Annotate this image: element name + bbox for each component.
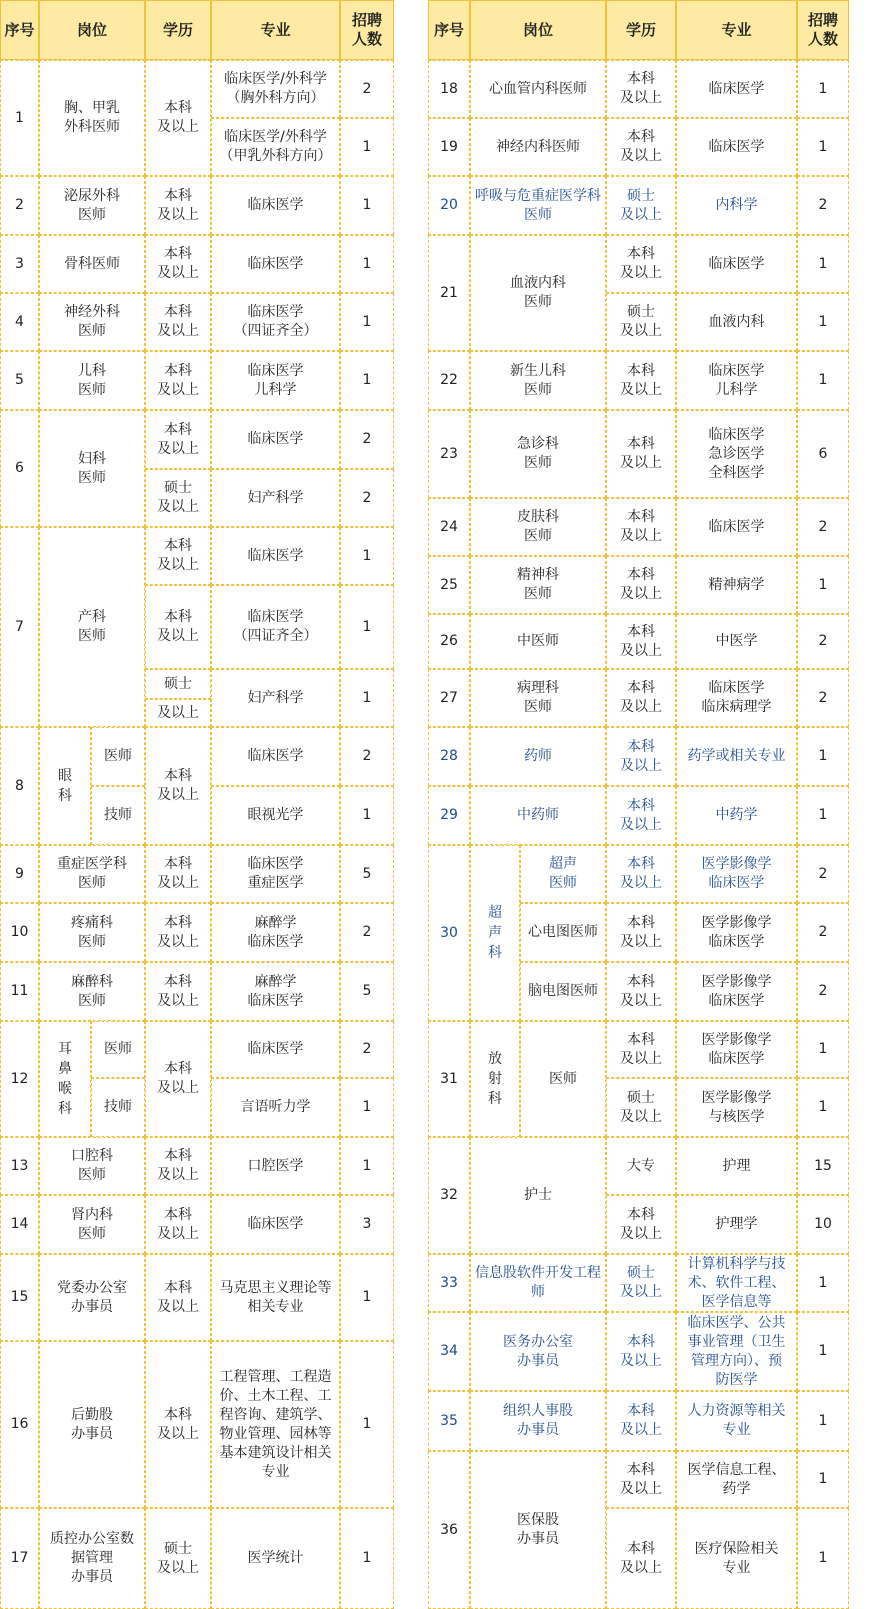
major: 马克思主义理论等 相关专业 <box>211 1254 340 1341</box>
education: 本科 及以上 <box>145 585 211 669</box>
header-count: 招聘 人数 <box>340 0 394 60</box>
education: 本科 及以上 <box>606 786 676 845</box>
major: 临床医学 <box>211 1195 340 1254</box>
headcount: 2 <box>340 727 394 786</box>
headcount: 1 <box>340 176 394 235</box>
education: 硕士 及以上 <box>145 469 211 527</box>
post-name: 妇科 医师 <box>39 410 145 527</box>
row-number: 7 <box>0 527 39 727</box>
row-number: 17 <box>0 1508 39 1609</box>
headcount: 1 <box>340 786 394 845</box>
headcount: 1 <box>340 118 394 176</box>
major: 临床医学 <box>211 410 340 469</box>
major: 临床医学 重症医学 <box>211 845 340 903</box>
post-sub: 医师 <box>91 1021 145 1078</box>
headcount: 1 <box>797 786 849 845</box>
major: 妇产科学 <box>211 469 340 527</box>
major: 护理 <box>676 1137 797 1195</box>
post-dept: 耳 鼻 喉 科 <box>39 1021 91 1137</box>
post-sub: 医师 <box>91 727 145 786</box>
education: 本科 及以上 <box>606 962 676 1021</box>
headcount: 2 <box>340 469 394 527</box>
education: 本科 及以上 <box>145 727 211 845</box>
row-number: 26 <box>428 614 470 669</box>
headcount: 2 <box>340 410 394 469</box>
education: 硕士 及以上 <box>145 1508 211 1609</box>
row-number: 3 <box>0 235 39 293</box>
major: 临床医学 <box>676 60 797 118</box>
major: 临床医学 儿科学 <box>211 351 340 410</box>
education: 硕士 及以上 <box>606 176 676 235</box>
education: 本科 及以上 <box>145 1021 211 1137</box>
post-name: 重症医学科 医师 <box>39 845 145 903</box>
headcount: 2 <box>340 903 394 962</box>
major: 麻醉学 临床医学 <box>211 962 340 1021</box>
row-number: 4 <box>0 293 39 351</box>
post-name: 神经内科医师 <box>470 118 606 176</box>
post-name: 急诊科 医师 <box>470 410 606 498</box>
major: 内科学 <box>676 176 797 235</box>
major: 医学影像学 临床医学 <box>676 845 797 903</box>
headcount: 1 <box>340 293 394 351</box>
major: 医学影像学 临床医学 <box>676 962 797 1021</box>
major: 中药学 <box>676 786 797 845</box>
major: 工程管理、工程造 价、土木工程、工 程咨询、建筑学、 物业管理、园林等 基本建筑设计相关 专业 <box>211 1341 340 1508</box>
education: 本科 及以上 <box>145 410 211 469</box>
headcount: 2 <box>797 614 849 669</box>
major: 临床医学 临床病理学 <box>676 669 797 727</box>
major: 妇产科学 <box>211 669 340 727</box>
education: 本科 及以上 <box>606 1451 676 1508</box>
major: 医学影像学 与核医学 <box>676 1078 797 1137</box>
headcount: 1 <box>797 235 849 293</box>
headcount: 2 <box>797 498 849 556</box>
headcount: 1 <box>797 727 849 786</box>
major: 中医学 <box>676 614 797 669</box>
education: 硕士 及以上 <box>606 1078 676 1137</box>
headcount: 1 <box>797 556 849 614</box>
education: 本科 及以上 <box>145 293 211 351</box>
post-dept: 放 射 科 <box>470 1021 520 1137</box>
headcount: 2 <box>797 845 849 903</box>
education: 本科 及以上 <box>606 118 676 176</box>
post-name: 医务办公室 办事员 <box>470 1312 606 1391</box>
education: 本科 及以上 <box>606 351 676 410</box>
header-no: 序号 <box>0 0 39 60</box>
major: 精神病学 <box>676 556 797 614</box>
education: 本科 及以上 <box>606 235 676 293</box>
post-sub: 心电图医师 <box>520 903 606 962</box>
major: 临床医学 <box>211 235 340 293</box>
major: 临床医学 （四证齐全） <box>211 293 340 351</box>
education: 大专 <box>606 1137 676 1195</box>
education: 本科 及以上 <box>606 903 676 962</box>
education: 本科 及以上 <box>145 351 211 410</box>
education: 本科 及以上 <box>606 410 676 498</box>
headcount: 15 <box>797 1137 849 1195</box>
row-number: 27 <box>428 669 470 727</box>
headcount: 1 <box>797 1508 849 1609</box>
post-name: 呼吸与危重症医学科 医师 <box>470 176 606 235</box>
post-name: 后勤股 办事员 <box>39 1341 145 1508</box>
education: 本科 及以上 <box>606 60 676 118</box>
education: 本科 及以上 <box>606 556 676 614</box>
headcount: 1 <box>340 1137 394 1195</box>
headcount: 5 <box>340 845 394 903</box>
education: 本科 及以上 <box>606 1508 676 1609</box>
headcount: 6 <box>797 410 849 498</box>
major: 临床医学 <box>676 235 797 293</box>
row-number: 13 <box>0 1137 39 1195</box>
post-name: 产科 医师 <box>39 527 145 727</box>
row-number: 30 <box>428 845 470 1021</box>
education: 及以上 <box>145 699 211 727</box>
headcount: 1 <box>340 1508 394 1609</box>
major: 护理学 <box>676 1195 797 1254</box>
row-number: 16 <box>0 1341 39 1508</box>
major: 医疗保险相关 专业 <box>676 1508 797 1609</box>
post-name: 病理科 医师 <box>470 669 606 727</box>
row-number: 6 <box>0 410 39 527</box>
row-number: 29 <box>428 786 470 845</box>
education: 本科 及以上 <box>145 60 211 176</box>
headcount: 1 <box>797 1021 849 1078</box>
header-edu: 学历 <box>145 0 211 60</box>
row-number: 9 <box>0 845 39 903</box>
major: 医学影像学 临床医学 <box>676 1021 797 1078</box>
post-dept: 超 声 科 <box>470 845 520 1021</box>
headcount: 1 <box>340 1341 394 1508</box>
education: 硕士 及以上 <box>606 293 676 351</box>
headcount: 10 <box>797 1195 849 1254</box>
post-name: 精神科 医师 <box>470 556 606 614</box>
post-name: 组织人事股 办事员 <box>470 1391 606 1451</box>
post-name: 新生儿科 医师 <box>470 351 606 410</box>
row-number: 15 <box>0 1254 39 1341</box>
row-number: 25 <box>428 556 470 614</box>
major: 临床医学 儿科学 <box>676 351 797 410</box>
major: 临床医学 <box>211 1021 340 1078</box>
major: 麻醉学 临床医学 <box>211 903 340 962</box>
row-number: 28 <box>428 727 470 786</box>
headcount: 1 <box>797 1451 849 1508</box>
education: 本科 及以上 <box>145 527 211 585</box>
post-name: 护士 <box>470 1137 606 1254</box>
post-sub: 医师 <box>520 1021 606 1137</box>
major: 临床医学 <box>676 498 797 556</box>
headcount: 2 <box>797 176 849 235</box>
header-major: 专业 <box>211 0 340 60</box>
post-name: 神经外科 医师 <box>39 293 145 351</box>
major: 言语听力学 <box>211 1078 340 1137</box>
education: 本科 及以上 <box>606 727 676 786</box>
row-number: 19 <box>428 118 470 176</box>
headcount: 1 <box>340 1254 394 1341</box>
row-number: 21 <box>428 235 470 351</box>
headcount: 1 <box>340 585 394 669</box>
header-major: 专业 <box>676 0 797 60</box>
row-number: 1 <box>0 60 39 176</box>
major: 血液内科 <box>676 293 797 351</box>
post-name: 泌尿外科 医师 <box>39 176 145 235</box>
major: 临床医学 急诊医学 全科医学 <box>676 410 797 498</box>
headcount: 1 <box>340 235 394 293</box>
post-name: 心血管内科医师 <box>470 60 606 118</box>
major: 医学影像学 临床医学 <box>676 903 797 962</box>
headcount: 1 <box>340 1078 394 1137</box>
headcount: 1 <box>797 351 849 410</box>
row-number: 31 <box>428 1021 470 1137</box>
row-number: 2 <box>0 176 39 235</box>
post-name: 医保股 办事员 <box>470 1451 606 1609</box>
row-number: 8 <box>0 727 39 845</box>
headcount: 2 <box>340 60 394 118</box>
row-number: 35 <box>428 1391 470 1451</box>
education: 本科 及以上 <box>145 962 211 1021</box>
education: 本科 及以上 <box>606 498 676 556</box>
education: 本科 及以上 <box>606 614 676 669</box>
headcount: 1 <box>797 1078 849 1137</box>
post-name: 骨科医师 <box>39 235 145 293</box>
education: 本科 及以上 <box>145 1341 211 1508</box>
post-sub: 技师 <box>91 786 145 845</box>
education: 本科 及以上 <box>606 1312 676 1391</box>
education: 本科 及以上 <box>145 235 211 293</box>
major: 医学统计 <box>211 1508 340 1609</box>
education: 本科 及以上 <box>145 1137 211 1195</box>
headcount: 1 <box>797 293 849 351</box>
major: 眼视光学 <box>211 786 340 845</box>
row-number: 12 <box>0 1021 39 1137</box>
post-name: 党委办公室 办事员 <box>39 1254 145 1341</box>
row-number: 32 <box>428 1137 470 1254</box>
headcount: 2 <box>340 1021 394 1078</box>
row-number: 33 <box>428 1254 470 1312</box>
row-number: 11 <box>0 962 39 1021</box>
major: 临床医学/外科学 （甲乳外科方向） <box>211 118 340 176</box>
header-count: 招聘 人数 <box>797 0 849 60</box>
headcount: 2 <box>797 903 849 962</box>
major: 药学或相关专业 <box>676 727 797 786</box>
post-name: 信息股软件开发工程 师 <box>470 1254 606 1312</box>
post-name: 口腔科 医师 <box>39 1137 145 1195</box>
education: 硕士 及以上 <box>606 1254 676 1312</box>
major: 临床医学、公共 事业管理（卫生 管理方向）、预 防医学 <box>676 1312 797 1391</box>
post-name: 肾内科 医师 <box>39 1195 145 1254</box>
headcount: 3 <box>340 1195 394 1254</box>
headcount: 1 <box>340 351 394 410</box>
headcount: 1 <box>797 1254 849 1312</box>
education: 本科 及以上 <box>145 1254 211 1341</box>
major: 口腔医学 <box>211 1137 340 1195</box>
header-edu: 学历 <box>606 0 676 60</box>
headcount: 1 <box>797 60 849 118</box>
education: 本科 及以上 <box>145 903 211 962</box>
major: 临床医学 <box>211 727 340 786</box>
row-number: 34 <box>428 1312 470 1391</box>
headcount: 1 <box>797 1312 849 1391</box>
education: 本科 及以上 <box>606 669 676 727</box>
major: 临床医学 （四证齐全） <box>211 585 340 669</box>
header-post: 岗位 <box>39 0 145 60</box>
education: 本科 及以上 <box>606 845 676 903</box>
post-sub: 技师 <box>91 1078 145 1137</box>
row-number: 10 <box>0 903 39 962</box>
post-name: 疼痛科 医师 <box>39 903 145 962</box>
headcount: 2 <box>797 669 849 727</box>
major: 医学信息工程、 药学 <box>676 1451 797 1508</box>
row-number: 14 <box>0 1195 39 1254</box>
headcount: 2 <box>797 962 849 1021</box>
major: 临床医学/外科学 （胸外科方向） <box>211 60 340 118</box>
major: 人力资源等相关 专业 <box>676 1391 797 1451</box>
major: 计算机科学与技 术、软件工程、 医学信息等 <box>676 1254 797 1312</box>
header-no: 序号 <box>428 0 470 60</box>
post-name: 药师 <box>470 727 606 786</box>
post-name: 中药师 <box>470 786 606 845</box>
post-name: 皮肤科 医师 <box>470 498 606 556</box>
header-post: 岗位 <box>470 0 606 60</box>
row-number: 24 <box>428 498 470 556</box>
major: 临床医学 <box>211 176 340 235</box>
education: 本科 及以上 <box>606 1021 676 1078</box>
row-number: 20 <box>428 176 470 235</box>
education: 本科 及以上 <box>145 176 211 235</box>
post-name: 儿科 医师 <box>39 351 145 410</box>
row-number: 22 <box>428 351 470 410</box>
post-sub: 超声 医师 <box>520 845 606 903</box>
post-name: 胸、甲乳 外科医师 <box>39 60 145 176</box>
post-dept: 眼 科 <box>39 727 91 845</box>
major: 临床医学 <box>676 118 797 176</box>
headcount: 1 <box>797 1391 849 1451</box>
education: 本科 及以上 <box>606 1391 676 1451</box>
education: 本科 及以上 <box>145 1195 211 1254</box>
education: 硕士 <box>145 669 211 699</box>
headcount: 1 <box>797 118 849 176</box>
headcount: 5 <box>340 962 394 1021</box>
post-name: 血液内科 医师 <box>470 235 606 351</box>
post-name: 中医师 <box>470 614 606 669</box>
headcount: 1 <box>340 527 394 585</box>
row-number: 36 <box>428 1451 470 1609</box>
post-name: 质控办公室数 据管理 办事员 <box>39 1508 145 1609</box>
education: 本科 及以上 <box>145 845 211 903</box>
post-name: 麻醉科 医师 <box>39 962 145 1021</box>
row-number: 23 <box>428 410 470 498</box>
major: 临床医学 <box>211 527 340 585</box>
row-number: 18 <box>428 60 470 118</box>
post-sub: 脑电图医师 <box>520 962 606 1021</box>
education: 本科 及以上 <box>606 1195 676 1254</box>
row-number: 5 <box>0 351 39 410</box>
headcount: 1 <box>340 669 394 727</box>
